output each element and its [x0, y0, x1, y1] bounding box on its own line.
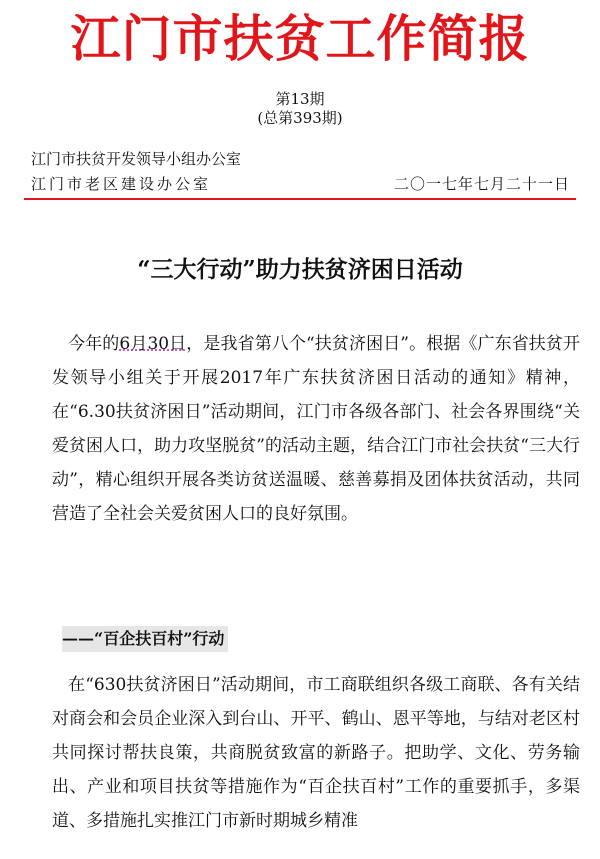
paragraph-lead: 今年的	[68, 334, 120, 354]
article-headline: “三大行动”助力扶贫济困日活动	[137, 256, 463, 283]
office-poverty-alleviation: 江门市扶贫开发领导小组办公室	[31, 150, 242, 168]
paragraph-rest: ，是我省第八个“扶贫济困日”。根据《广东省扶贫开发领导小组关于开展2017年广东扶贫济困日活动的通知》精神，在“6.30扶贫济困日”活动期间，江门市各级各部门、社会各界围绕“关爱贫困人口，助力攻坚脱贫”的活动主题，结合江门市社会扶贫“三大行动”，精心组织开展各类访贫送温暖、慈善募捐及团体扶贫活动，共同营造了全社会关爱贫困人口的良好氛围。	[52, 334, 581, 524]
article-paragraph-2	[52, 668, 580, 838]
issue-total: (总第393期)	[257, 109, 343, 127]
paragraph-2-text: 在“630扶贫济困日”活动期间，市工商联组织各级工商联、各有关结对商会和会员企业深入到台山、开平、鹤山、恩平等地，与结对老区村共同探讨帮扶良策，共商脱贫致富的新路子。把助学、文化、劳务输出、产业和项目扶贫等措施作为“百企扶百村”工作的重要抓手，多渠道、多措施扎实推江门市新时期城乡精准	[52, 675, 580, 831]
article-paragraph-1	[52, 327, 580, 531]
highlighted-date: 6月30日	[119, 334, 187, 354]
section-heading: ——“百企扶百村”行动	[62, 626, 228, 652]
issue-date: 二〇一七年七月二十一日	[393, 175, 570, 193]
office-old-district: 江门市老区建设办公室	[31, 175, 212, 193]
red-divider	[24, 198, 576, 200]
issue-number: 第13期	[275, 90, 325, 108]
masthead-title: 江门市扶贫工作简报	[70, 9, 530, 68]
